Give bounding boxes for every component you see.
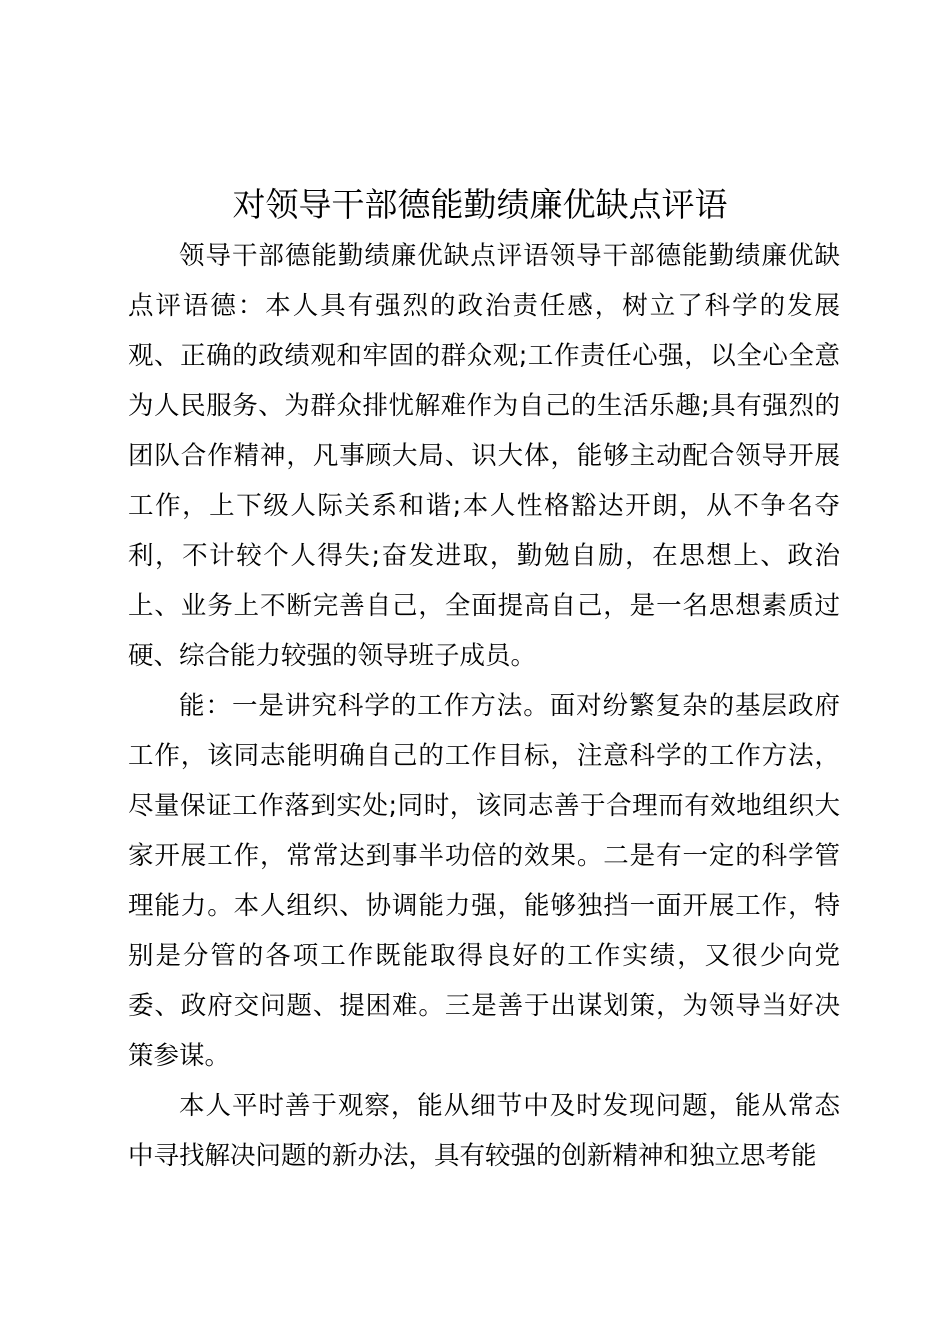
paragraph-innovation: 本人平时善于观察，能从细节中及时发现问题，能从常态中寻找解决问题的新办法，具有较强的创新精神和独立思考能 xyxy=(128,1091,840,1171)
paragraph-neng: 能：一是讲究科学的工作方法。面对纷繁复杂的基层政府工作，该同志能明确自己的工作目标，注意科学的工作方法，尽量保证工作落到实处;同时，该同志善于合理而有效地组织大家开展工作，常常达到事半功倍的效果。二是有一定的科学管理能力。本人组织、协调能力强，能够独挡一面开展工作，特别是分管的各项工作既能取得良好的工作实绩，又很少向党委、政府交问题、提困难。三是善于出谋划策，为领导当好决策参谋。 xyxy=(128,691,840,1071)
document-body xyxy=(128,231,840,1181)
document-title: 对领导干部德能勤绩廉优缺点评语 xyxy=(232,185,728,224)
paragraph-de: 领导干部德能勤绩廉优缺点评语领导干部德能勤绩廉优缺点评语德：本人具有强烈的政治责任感，树立了科学的发展观、正确的政绩观和牢固的群众观;工作责任心强，以全心全意为人民服务、为群众排忧解难作为自己的生活乐趣;具有强烈的团队合作精神，凡事顾大局、识大体，能够主动配合领导开展工作，上下级人际关系和谐;本人性格豁达开朗，从不争名夺利，不计较个人得失;奋发进取，勤勉自励，在思想上、政治上、业务上不断完善自己，全面提高自己，是一名思想素质过硬、综合能力较强的领导班子成员。 xyxy=(128,241,840,671)
